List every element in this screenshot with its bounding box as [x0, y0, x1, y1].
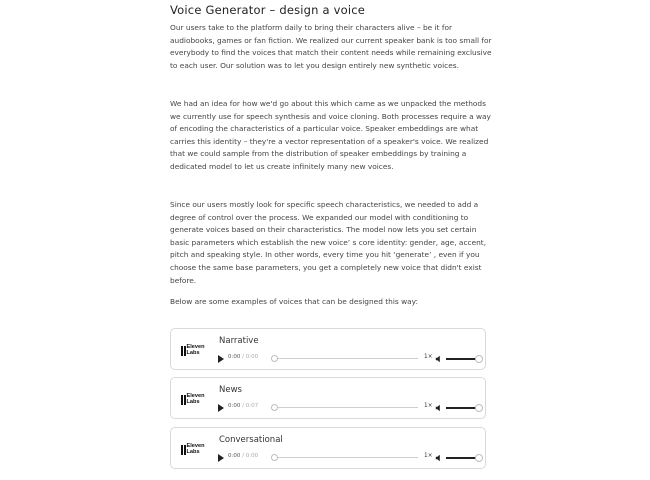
progress-slider[interactable] [274, 358, 418, 359]
progress-slider[interactable] [274, 457, 418, 458]
duration: 0:07 [245, 403, 259, 409]
play-icon[interactable] [218, 404, 224, 412]
current-time: 0:00 [228, 403, 241, 409]
current-time: 0:00 [228, 453, 241, 459]
time-display: 0:00 / 0:00 [228, 354, 259, 360]
track-title: Narrative [219, 336, 259, 346]
logo-line-1: Eleven [186, 443, 205, 450]
duration: 0:00 [245, 453, 259, 459]
elevenlabs-logo [181, 392, 209, 408]
logo-text [187, 345, 205, 357]
track-title: Conversational [219, 435, 283, 445]
time-display: 0:00 / 0:00 [228, 453, 259, 459]
volume-icon[interactable] [435, 355, 443, 363]
paragraph-examples-intro: Below are some examples of voices that can be designed this way: [170, 297, 419, 306]
track-title: News [219, 385, 242, 395]
audio-player-news [170, 377, 486, 419]
volume-knob[interactable] [475, 404, 483, 412]
progress-knob[interactable] [271, 404, 278, 411]
duration: 0:00 [245, 354, 259, 360]
playback-speed-button[interactable]: 1× [424, 354, 433, 360]
logo-bars-icon [181, 395, 186, 405]
volume-knob[interactable] [475, 355, 483, 363]
audio-player-conversational [170, 427, 486, 469]
play-icon[interactable] [218, 355, 224, 363]
volume-slider[interactable] [446, 407, 479, 409]
elevenlabs-logo [181, 442, 209, 458]
playback-speed-button[interactable]: 1× [424, 453, 433, 459]
logo-text [187, 444, 205, 456]
page-title: Voice Generator – design a voice [170, 3, 366, 17]
paragraph-control: Since our users mostly look for specific speech characteristics, we needed to add a degree of control over the process. We expanded our model with conditioning to generate voices based on their characteristics. The model now lets you set certain basic parameters which establish the new voice’ s core identity: gender, age, accent, pitch and speaking style. In other words, every time you hit ‘generate’ , even if you choose the same base parameters, you get a completely new voice that didn't exist before. [170, 200, 487, 285]
progress-slider[interactable] [274, 407, 418, 408]
current-time: 0:00 [228, 354, 241, 360]
volume-icon[interactable] [435, 404, 443, 412]
play-icon[interactable] [218, 454, 224, 462]
audio-player-narrative [170, 328, 486, 370]
logo-line-2: Labs [186, 449, 200, 455]
progress-knob[interactable] [271, 355, 278, 362]
elevenlabs-logo [181, 343, 209, 359]
logo-bars-icon [181, 346, 186, 356]
volume-slider[interactable] [446, 457, 479, 459]
paragraph-intro: Our users take to the platform daily to bring their characters alive – be it for audiobooks, games or fan fiction. We realized our current speaker bank is too small for everybody to find the voices that match their content needs while remaining exclusive to each user. Our solution was to let you design entirely new synthetic voices. [170, 23, 492, 70]
logo-line-1: Eleven [186, 344, 205, 351]
progress-knob[interactable] [271, 454, 278, 461]
paragraph-method: We had an idea for how we'd go about this which came as we unpacked the methods we currently use for speech synthesis and voice cloning. Both processes require a way of encoding the characteristics of a particular voice. Speaker embeddings are what carries this identity – they're a vector representation of a speaker's voice. We realized that we could sample from the distribution of speaker embeddings by training a dedicated model to let us create infinitely many new voices. [170, 99, 491, 171]
playback-speed-button[interactable]: 1× [424, 403, 433, 409]
player-controls [218, 353, 483, 365]
logo-line-2: Labs [186, 350, 200, 356]
logo-line-2: Labs [186, 399, 200, 405]
time-display: 0:00 / 0:07 [228, 403, 259, 409]
player-controls [218, 402, 483, 414]
logo-line-1: Eleven [186, 393, 205, 400]
logo-bars-icon [181, 445, 186, 455]
volume-slider[interactable] [446, 358, 479, 360]
volume-knob[interactable] [475, 454, 483, 462]
logo-text [187, 394, 205, 406]
player-controls [218, 452, 483, 464]
volume-icon[interactable] [435, 454, 443, 462]
